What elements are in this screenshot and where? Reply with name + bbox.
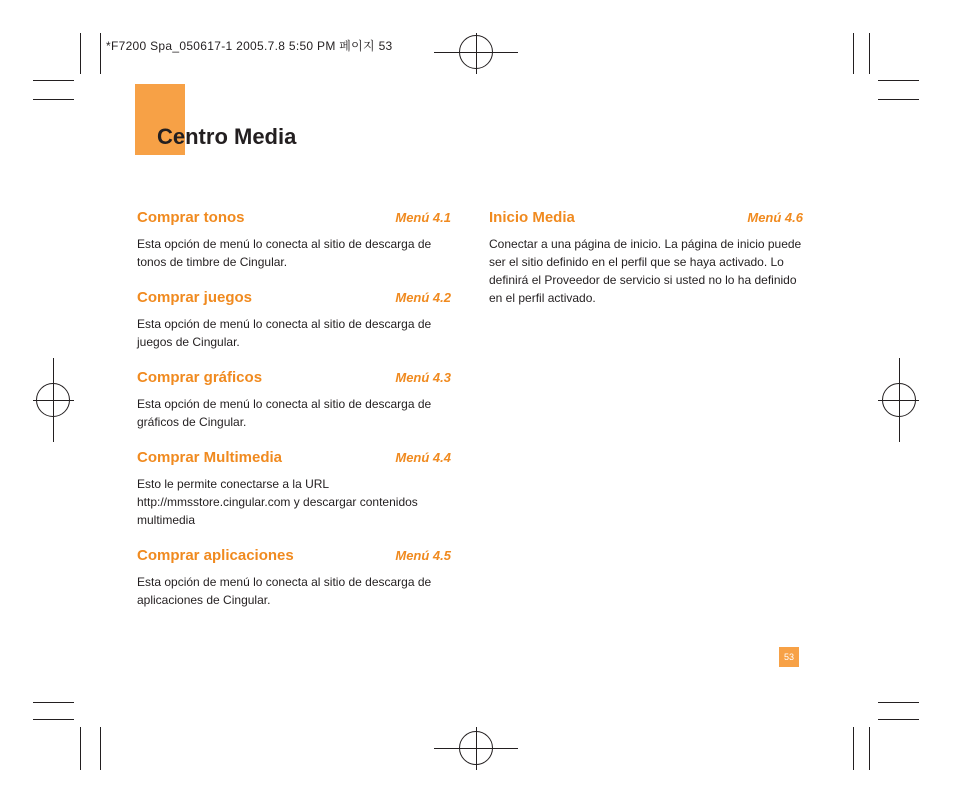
section-menu-number: Menú 4.5 [395,548,451,563]
crop-mark [878,702,919,703]
section-title: Comprar aplicaciones [137,547,294,564]
crop-mark [80,727,81,770]
crop-mark [100,727,101,770]
section-comprar-multimedia [137,449,451,529]
crop-mark [853,33,854,74]
crop-mark [869,33,870,74]
registration-circle [459,35,493,69]
section-comprar-aplicaciones [137,547,451,609]
section-body: Conectar a una página de inicio. La página de inicio puede ser el sitio definido en el perfil que se haya activado. Lo definirá el Proveedor de servicio si usted no lo ha definido en el perfil activado. [489,237,802,305]
section-comprar-graficos [137,369,451,431]
crop-mark [878,80,919,81]
section-menu-number: Menú 4.6 [747,210,803,225]
section-menu-number: Menú 4.2 [395,290,451,305]
section-body: Esta opción de menú lo conecta al sitio de descarga de tonos de timbre de Cingular. [137,237,432,269]
crop-mark [869,727,870,770]
crop-mark [33,80,74,81]
section-menu-number: Menú 4.4 [395,450,451,465]
crop-mark [878,99,919,100]
section-body: Esta opción de menú lo conecta al sitio de descarga de juegos de Cingular. [137,317,432,349]
section-comprar-juegos [137,289,451,351]
section-body: Esto le permite conectarse a la URL http://mmsstore.cingular.com y descargar contenidos multimedia [137,477,418,527]
registration-circle [882,383,916,417]
section-title: Comprar juegos [137,289,253,306]
section-title: Inicio Media [489,209,575,226]
crop-mark [33,99,74,100]
crop-mark [33,719,74,720]
section-menu-number: Menú 4.1 [395,210,451,225]
page-title: Centro Media [157,124,297,149]
section-comprar-tonos [137,209,451,271]
section-menu-number: Menú 4.3 [395,370,451,385]
registration-circle [459,731,493,765]
section-body: Esta opción de menú lo conecta al sitio de descarga de gráficos de Cingular. [137,397,432,429]
section-title: Comprar Multimedia [137,449,283,466]
crop-mark [878,719,919,720]
crop-mark [853,727,854,770]
section-title: Comprar gráficos [137,369,263,386]
crop-mark [33,702,74,703]
section-inicio-media [489,209,803,307]
section-body: Esta opción de menú lo conecta al sitio de descarga de aplicaciones de Cingular. [137,575,432,607]
print-header: *F7200 Spa_050617-1 2005.7.8 5:50 PM 페이지 53 [106,39,393,53]
registration-circle [36,383,70,417]
page-number: 53 [779,647,799,667]
crop-mark [80,33,81,74]
section-title: Comprar tonos [137,209,245,226]
crop-mark [100,33,101,74]
